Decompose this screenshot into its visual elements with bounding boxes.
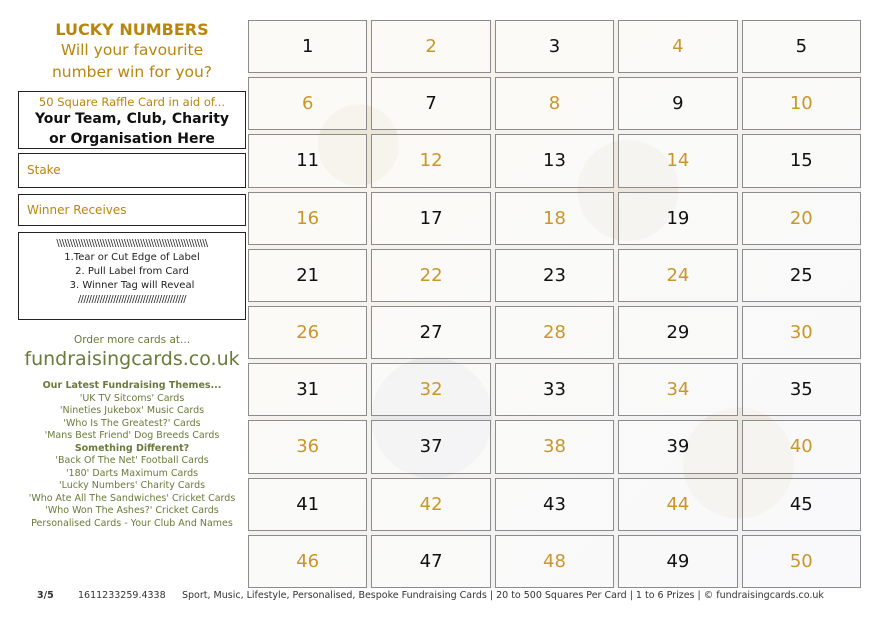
card-id: 1611233259.4338 xyxy=(78,590,166,601)
themes-heading: Our Latest Fundraising Themes... xyxy=(42,380,222,391)
raffle-square-49[interactable]: 49 xyxy=(618,535,737,588)
raffle-square-44[interactable]: 44 xyxy=(618,478,737,531)
raffle-square-13[interactable]: 13 xyxy=(495,134,614,187)
raffle-square-11[interactable]: 11 xyxy=(248,134,367,187)
raffle-square-7[interactable]: 7 xyxy=(371,77,490,130)
instruction-step-1: 1.Tear or Cut Edge of Label xyxy=(64,252,200,263)
raffle-square-10[interactable]: 10 xyxy=(742,77,861,130)
raffle-square-29[interactable]: 29 xyxy=(618,306,737,359)
raffle-square-28[interactable]: 28 xyxy=(495,306,614,359)
raffle-square-48[interactable]: 48 xyxy=(495,535,614,588)
different-item: Personalised Cards - Your Club And Names xyxy=(31,517,233,529)
card-aid-text: 50 Square Raffle Card in aid of... xyxy=(38,95,226,109)
theme-item: 'Mans Best Friend' Dog Breeds Cards xyxy=(44,430,220,441)
different-item: 'Who Won The Ashes?' Cricket Cards xyxy=(45,505,219,516)
raffle-square-18[interactable]: 18 xyxy=(495,192,614,245)
instruction-step-3: 3. Winner Tag will Reveal xyxy=(69,280,195,291)
raffle-square-30[interactable]: 30 xyxy=(742,306,861,359)
website-link[interactable]: fundraisingcards.co.uk xyxy=(24,348,240,370)
raffle-square-27[interactable]: 27 xyxy=(371,306,490,359)
winner-receives-label: Winner Receives xyxy=(27,203,127,217)
raffle-square-19[interactable]: 19 xyxy=(618,192,737,245)
raffle-square-31[interactable]: 31 xyxy=(248,363,367,416)
theme-item: 'UK TV Sitcoms' Cards xyxy=(79,392,185,404)
raffle-square-46[interactable]: 46 xyxy=(248,535,367,588)
raffle-square-3[interactable]: 3 xyxy=(495,20,614,73)
raffle-square-23[interactable]: 23 xyxy=(495,249,614,302)
theme-item: 'Nineties Jukebox' Music Cards xyxy=(59,405,205,416)
card-info-panel xyxy=(18,18,246,530)
raffle-square-16[interactable]: 16 xyxy=(248,192,367,245)
raffle-square-5[interactable]: 5 xyxy=(742,20,861,73)
themes-list xyxy=(18,380,246,530)
instructions-box xyxy=(18,232,246,320)
raffle-square-9[interactable]: 9 xyxy=(618,77,737,130)
footer-info: Sport, Music, Lifestyle, Personalised, Bespoke Fundraising Cards | 20 to 500 Squares Per Card | 1 to 6 Prizes | © fundraisingcards.co.uk xyxy=(182,590,824,601)
different-item: 'Lucky Numbers' Charity Cards xyxy=(58,480,206,491)
raffle-square-39[interactable]: 39 xyxy=(618,420,737,473)
winner-receives-field xyxy=(18,194,246,226)
raffle-square-22[interactable]: 22 xyxy=(371,249,490,302)
tear-line-bottom: //////////////////////////////////////// xyxy=(77,294,187,305)
raffle-square-47[interactable]: 47 xyxy=(371,535,490,588)
instruction-step-2: 2. Pull Label from Card xyxy=(75,266,189,277)
order-text: Order more cards at... xyxy=(73,334,191,346)
card-title: LUCKY NUMBERS xyxy=(55,20,209,39)
organisation-line2: or Organisation Here xyxy=(49,131,215,147)
raffle-square-36[interactable]: 36 xyxy=(248,420,367,473)
raffle-square-45[interactable]: 45 xyxy=(742,478,861,531)
stake-field xyxy=(18,153,246,188)
raffle-square-21[interactable]: 21 xyxy=(248,249,367,302)
raffle-square-43[interactable]: 43 xyxy=(495,478,614,531)
card-subtitle-line2: number win for you? xyxy=(51,63,213,81)
raffle-square-38[interactable]: 38 xyxy=(495,420,614,473)
raffle-square-25[interactable]: 25 xyxy=(742,249,861,302)
stake-label: Stake xyxy=(27,163,61,177)
raffle-square-40[interactable]: 40 xyxy=(742,420,861,473)
raffle-square-20[interactable]: 20 xyxy=(742,192,861,245)
raffle-square-2[interactable]: 2 xyxy=(371,20,490,73)
raffle-square-34[interactable]: 34 xyxy=(618,363,737,416)
different-item: '180' Darts Maximum Cards xyxy=(65,467,199,479)
raffle-square-15[interactable]: 15 xyxy=(742,134,861,187)
raffle-number-grid xyxy=(248,20,861,588)
card-subtitle-line1: Will your favourite xyxy=(60,41,204,59)
raffle-square-50[interactable]: 50 xyxy=(742,535,861,588)
raffle-square-42[interactable]: 42 xyxy=(371,478,490,531)
raffle-square-6[interactable]: 6 xyxy=(248,77,367,130)
raffle-square-14[interactable]: 14 xyxy=(618,134,737,187)
different-item: 'Who Ate All The Sandwiches' Cricket Cards xyxy=(28,492,236,504)
raffle-square-41[interactable]: 41 xyxy=(248,478,367,531)
theme-item: 'Who Is The Greatest?' Cards xyxy=(63,417,201,429)
different-item: 'Back Of The Net' Football Cards xyxy=(55,455,209,466)
page-number: 3/5 xyxy=(37,590,54,601)
organisation-box xyxy=(18,91,246,149)
raffle-square-37[interactable]: 37 xyxy=(371,420,490,473)
raffle-square-24[interactable]: 24 xyxy=(618,249,737,302)
organisation-line1: Your Team, Club, Charity xyxy=(34,111,230,127)
raffle-square-33[interactable]: 33 xyxy=(495,363,614,416)
raffle-square-17[interactable]: 17 xyxy=(371,192,490,245)
different-heading: Something Different? xyxy=(74,442,190,454)
raffle-square-35[interactable]: 35 xyxy=(742,363,861,416)
raffle-square-8[interactable]: 8 xyxy=(495,77,614,130)
raffle-square-12[interactable]: 12 xyxy=(371,134,490,187)
raffle-square-32[interactable]: 32 xyxy=(371,363,490,416)
tear-line-top: \\\\\\\\\\\\\\\\\\\\\\\\\\\\\\\\\\\\\\\\\\\\\\\\\\\\\\\\ xyxy=(56,238,208,249)
raffle-square-26[interactable]: 26 xyxy=(248,306,367,359)
raffle-square-4[interactable]: 4 xyxy=(618,20,737,73)
raffle-square-1[interactable]: 1 xyxy=(248,20,367,73)
